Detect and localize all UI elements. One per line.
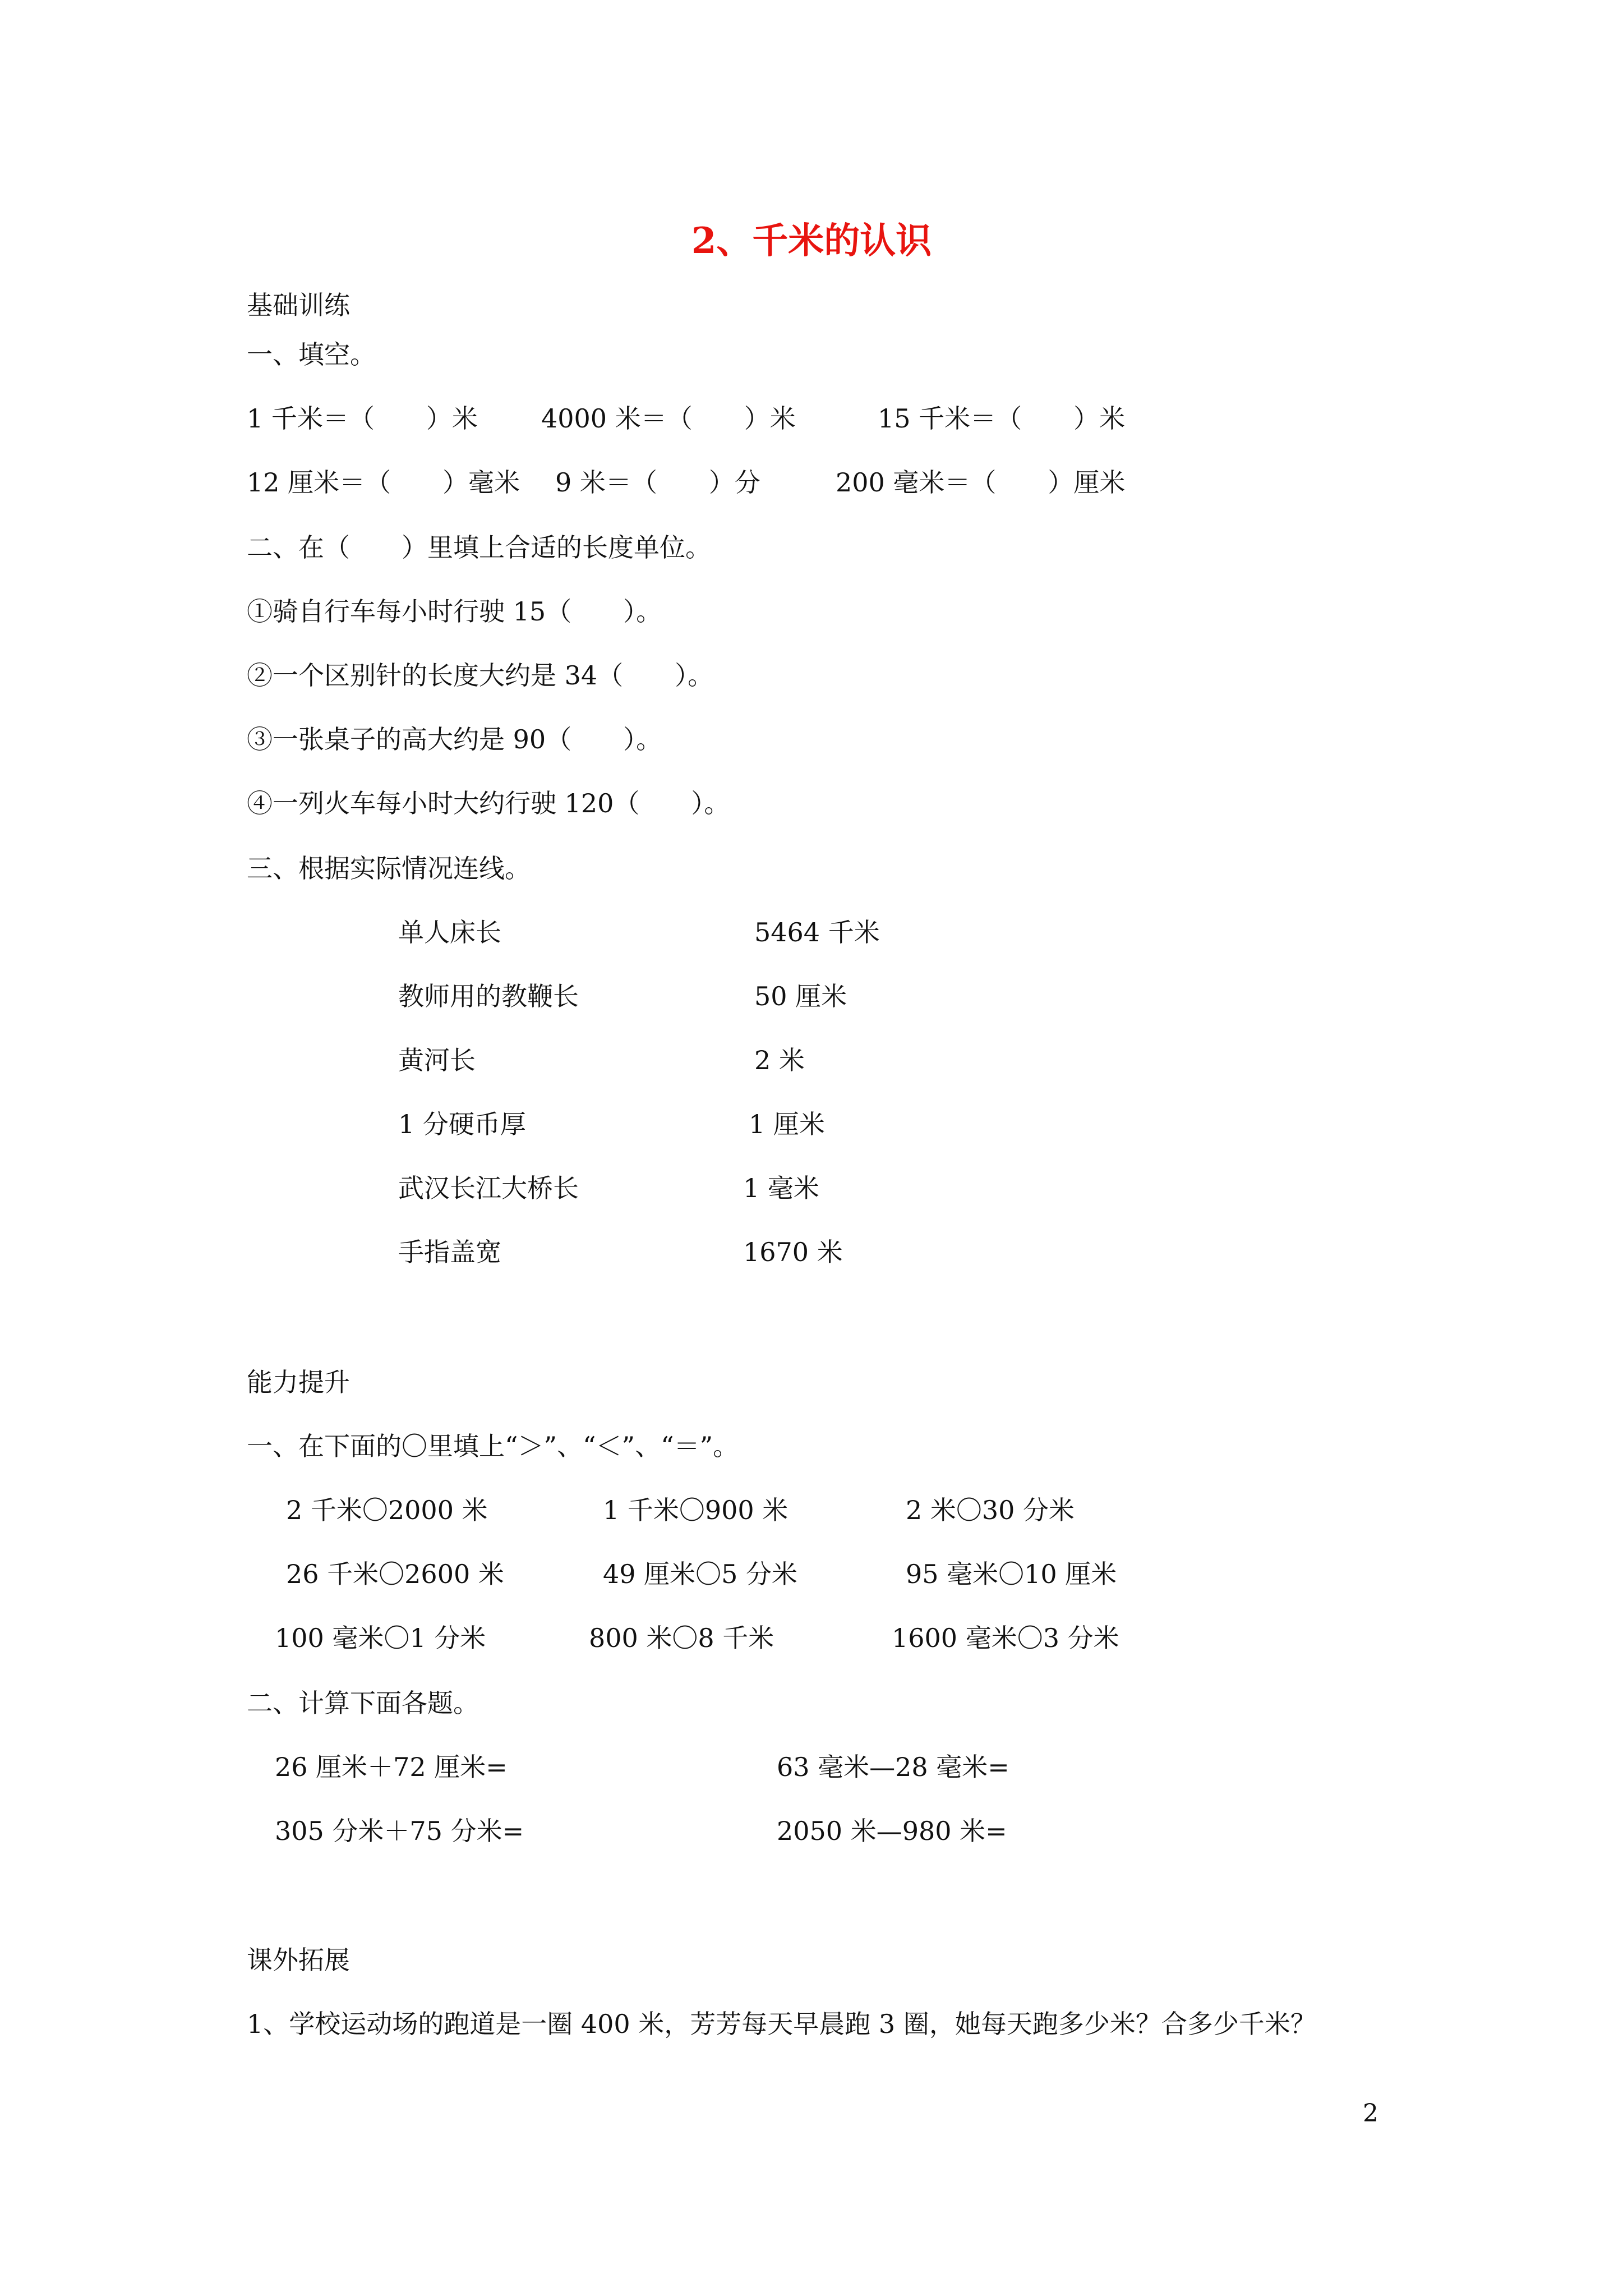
match-right-item: 2 米: [754, 1045, 805, 1075]
match-right-item: 1 毫米: [743, 1173, 819, 1203]
section-heading-basic: 基础训练: [247, 290, 350, 320]
compare-item: 800 米〇8 千米: [589, 1623, 774, 1653]
match-left-item: 单人床长: [398, 917, 501, 947]
calc-item: 2050 米—980 米=: [777, 1816, 1007, 1846]
match-left-item: 武汉长江大桥长: [398, 1173, 579, 1203]
fill-blank-item: 12 厘米＝（ ）毫米: [247, 467, 520, 498]
list-item: ①骑自行车每小时行驶 15（ ）。: [247, 596, 662, 627]
fill-blank-item: 1 千米＝（ ）米: [247, 403, 478, 434]
compare-item: 100 毫米〇1 分米: [275, 1623, 486, 1653]
calc-item: 26 厘米＋72 厘米=: [275, 1752, 508, 1782]
list-item: ③一张桌子的高大约是 90（ ）。: [247, 724, 662, 754]
question-title: 三、根据实际情况连线。: [247, 853, 531, 884]
section-heading-ability: 能力提升: [247, 1367, 350, 1397]
match-right-item: 1 厘米: [749, 1109, 825, 1139]
compare-item: 1 千米〇900 米: [603, 1495, 789, 1525]
match-left-item: 黄河长: [398, 1045, 476, 1075]
section-heading-extension: 课外拓展: [247, 1945, 350, 1975]
match-left-item: 教师用的教鞭长: [398, 981, 579, 1011]
match-right-item: 5464 千米: [754, 917, 880, 947]
compare-item: 2 千米〇2000 米: [286, 1495, 488, 1525]
question-title: 一、在下面的〇里填上“＞”、“＜”、“＝”。: [247, 1431, 739, 1461]
word-problem: 1、学校运动场的跑道是一圈 400 米，芳芳每天早晨跑 3 圈，她每天跑多少米？合多少千米？: [247, 2009, 1316, 2039]
list-item: ④一列火车每小时大约行驶 120（ ）。: [247, 788, 730, 818]
list-item: ②一个区别针的长度大约是 34（ ）。: [247, 660, 714, 691]
question-title: 一、填空。: [247, 339, 376, 370]
compare-item: 2 米〇30 分米: [906, 1495, 1075, 1525]
calc-item: 305 分米＋75 分米=: [275, 1816, 524, 1846]
fill-blank-item: 15 千米＝（ ）米: [878, 403, 1126, 434]
match-right-item: 50 厘米: [754, 981, 847, 1011]
fill-blank-item: 4000 米＝（ ）米: [541, 403, 796, 434]
question-title: 二、在（ ）里填上合适的长度单位。: [247, 532, 711, 563]
compare-item: 49 厘米〇5 分米: [603, 1559, 798, 1589]
fill-blank-item: 9 米＝（ ）分: [555, 467, 760, 498]
question-title: 二、计算下面各题。: [247, 1688, 479, 1718]
match-right-item: 1670 米: [743, 1237, 843, 1267]
compare-item: 95 毫米〇10 厘米: [906, 1559, 1117, 1589]
compare-item: 26 千米〇2600 米: [286, 1559, 504, 1589]
page-title: 2、千米的认识: [691, 220, 932, 262]
compare-item: 1600 毫米〇3 分米: [892, 1623, 1119, 1653]
fill-blank-item: 200 毫米＝（ ）厘米: [836, 467, 1126, 498]
page-number: 2: [1363, 2099, 1378, 2128]
calc-item: 63 毫米—28 毫米=: [777, 1752, 1009, 1782]
match-left-item: 1 分硬币厚: [398, 1109, 526, 1139]
match-left-item: 手指盖宽: [398, 1237, 501, 1267]
